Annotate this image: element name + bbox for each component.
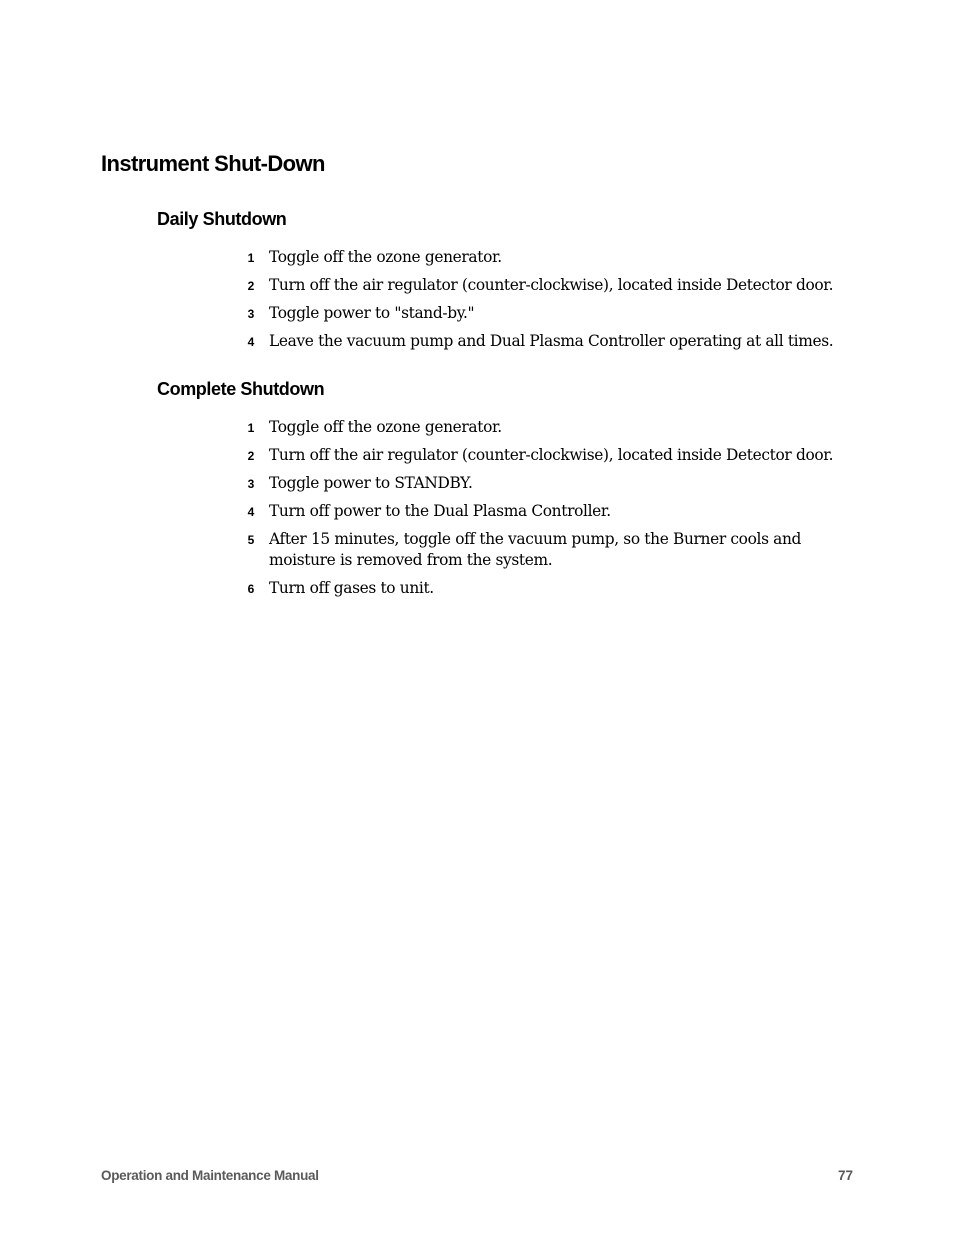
daily-shutdown-steps [0,247,954,359]
list-item [0,501,954,529]
footer-page-number: 77 [837,1168,853,1183]
list-item [0,275,954,303]
list-item [0,247,954,275]
step-number: 2 [247,449,255,463]
step-text: Turn off the air regulator (counter-clockwise), located inside Detector door. [269,446,834,464]
step-number: 1 [247,251,255,265]
complete-shutdown-steps [0,417,954,606]
list-item [0,417,954,445]
step-number: 1 [247,421,255,435]
footer-manual-title: Operation and Maintenance Manual [101,1168,319,1183]
step-text: Toggle off the ozone generator. [269,418,502,436]
step-text: Turn off the air regulator (counter-clockwise), located inside Detector door. [269,276,834,294]
list-item [0,445,954,473]
step-text: Turn off power to the Dual Plasma Controller. [269,502,611,520]
step-text: Turn off gases to unit. [269,579,434,597]
list-item [0,578,954,606]
step-text: After 15 minutes, toggle off the vacuum pump, so the Burner cools and moisture is removed from the system. [269,530,802,569]
page-title: Instrument Shut-Down [101,151,325,176]
step-text: Toggle power to STANDBY. [269,474,473,492]
step-number: 3 [247,307,255,321]
step-number: 3 [247,477,255,491]
step-number: 6 [247,582,255,596]
step-number: 5 [247,533,255,547]
daily-shutdown-heading: Daily Shutdown [157,209,287,229]
step-text: Leave the vacuum pump and Dual Plasma Controller operating at all times. [269,332,834,350]
list-item [0,473,954,501]
step-number: 2 [247,279,255,293]
complete-shutdown-heading: Complete Shutdown [157,379,325,399]
step-number: 4 [247,505,255,519]
step-text: Toggle off the ozone generator. [269,248,502,266]
step-text: Toggle power to "stand-by." [269,304,475,322]
list-item [0,303,954,331]
list-item [0,331,954,359]
list-item [0,529,954,578]
step-number: 4 [247,335,255,349]
